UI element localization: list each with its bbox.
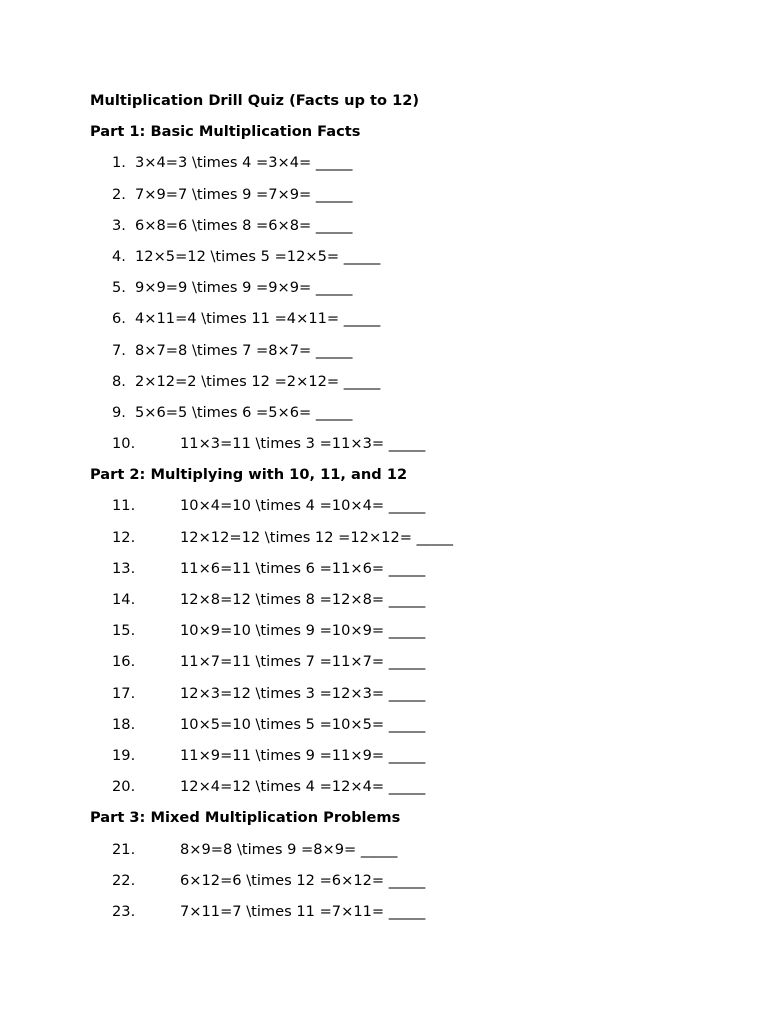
item-number: 8. (112, 372, 126, 390)
quiz-parts (90, 121, 710, 932)
item-number: 10. (112, 435, 136, 453)
quiz-item (90, 776, 710, 807)
item-number: 20. (112, 778, 136, 796)
item-problem: 11×9=11 \times 9 =11×9= _____ (180, 746, 426, 764)
part-heading: Part 2: Multiplying with 10, 11, and 12 (90, 466, 408, 484)
item-problem: 8×7=8 \times 7 =8×7= _____ (135, 341, 353, 359)
item-number: 12. (112, 528, 136, 546)
quiz-item (90, 839, 710, 870)
item-problem: 8×9=8 \times 9 =8×9= _____ (180, 840, 398, 858)
quiz-item (90, 152, 710, 183)
item-problem: 2×12=2 \times 12 =2×12= _____ (135, 372, 381, 390)
item-problem: 12×5=12 \times 5 =12×5= _____ (135, 247, 381, 265)
quiz-item (90, 402, 710, 433)
quiz-item (90, 308, 710, 339)
item-problem: 12×8=12 \times 8 =12×8= _____ (180, 591, 426, 608)
item-number: 1. (112, 154, 126, 172)
quiz-document (90, 90, 710, 932)
quiz-item (90, 589, 710, 620)
item-number: 16. (112, 653, 136, 671)
item-problem: 11×3=11 \times 3 =11×3= _____ (180, 435, 426, 453)
item-number: 18. (112, 715, 136, 733)
quiz-item (90, 371, 710, 402)
quiz-item (90, 745, 710, 776)
quiz-item (90, 433, 710, 464)
document-title: Multiplication Drill Quiz (Facts up to 12) (90, 92, 420, 109)
quiz-item (90, 651, 710, 682)
item-problem: 9×9=9 \times 9 =9×9= _____ (135, 279, 353, 297)
item-problem: 12×4=12 \times 4 =12×4= _____ (180, 778, 426, 796)
quiz-item (90, 558, 710, 589)
item-number: 9. (112, 403, 126, 421)
quiz-item (90, 901, 710, 932)
part-heading: Part 1: Basic Multiplication Facts (90, 123, 361, 141)
quiz-item (90, 620, 710, 651)
item-number: 5. (112, 279, 126, 297)
item-problem: 4×11=4 \times 11 =4×11= _____ (135, 310, 381, 328)
item-problem: 10×9=10 \times 9 =10×9= _____ (180, 622, 426, 640)
item-number: 4. (112, 247, 126, 265)
quiz-item (90, 683, 710, 714)
item-problem: 3×4=3 \times 4 =3×4= _____ (135, 154, 353, 172)
quiz-item (90, 870, 710, 901)
quiz-item (90, 246, 710, 277)
item-problem: 12×12=12 \times 12 =12×12= _____ (180, 528, 454, 546)
quiz-part-1 (90, 121, 710, 464)
item-number: 11. (112, 497, 136, 515)
quiz-item (90, 495, 710, 526)
quiz-item (90, 184, 710, 215)
item-problem: 12×3=12 \times 3 =12×3= _____ (180, 684, 426, 702)
item-problem: 10×4=10 \times 4 =10×4= _____ (180, 497, 426, 515)
item-problem: 11×7=11 \times 7 =11×7= _____ (180, 653, 426, 671)
item-number: 2. (112, 185, 126, 203)
quiz-item (90, 340, 710, 371)
item-problem: 7×11=7 \times 11 =7×11= _____ (180, 902, 426, 920)
quiz-item (90, 277, 710, 308)
item-problem: 6×12=6 \times 12 =6×12= _____ (180, 871, 426, 889)
quiz-item (90, 215, 710, 246)
item-number: 22. (112, 871, 136, 889)
item-number: 14. (112, 591, 136, 608)
item-problem: 7×9=7 \times 9 =7×9= _____ (135, 185, 353, 203)
quiz-item (90, 714, 710, 745)
quiz-part-3 (90, 807, 710, 932)
item-number: 19. (112, 746, 136, 764)
item-number: 15. (112, 622, 136, 640)
quiz-item (90, 527, 710, 558)
item-number: 6. (112, 310, 126, 328)
item-number: 21. (112, 840, 136, 858)
item-number: 7. (112, 341, 126, 359)
item-problem: 5×6=5 \times 6 =5×6= _____ (135, 403, 353, 421)
item-number: 23. (112, 902, 136, 920)
part-heading: Part 3: Mixed Multiplication Problems (90, 809, 401, 827)
quiz-part-2 (90, 464, 710, 807)
item-problem: 10×5=10 \times 5 =10×5= _____ (180, 715, 426, 733)
item-number: 3. (112, 216, 126, 234)
item-number: 13. (112, 559, 136, 577)
item-problem: 6×8=6 \times 8 =6×8= _____ (135, 216, 353, 234)
item-problem: 11×6=11 \times 6 =11×6= _____ (180, 559, 426, 577)
item-number: 17. (112, 684, 136, 702)
